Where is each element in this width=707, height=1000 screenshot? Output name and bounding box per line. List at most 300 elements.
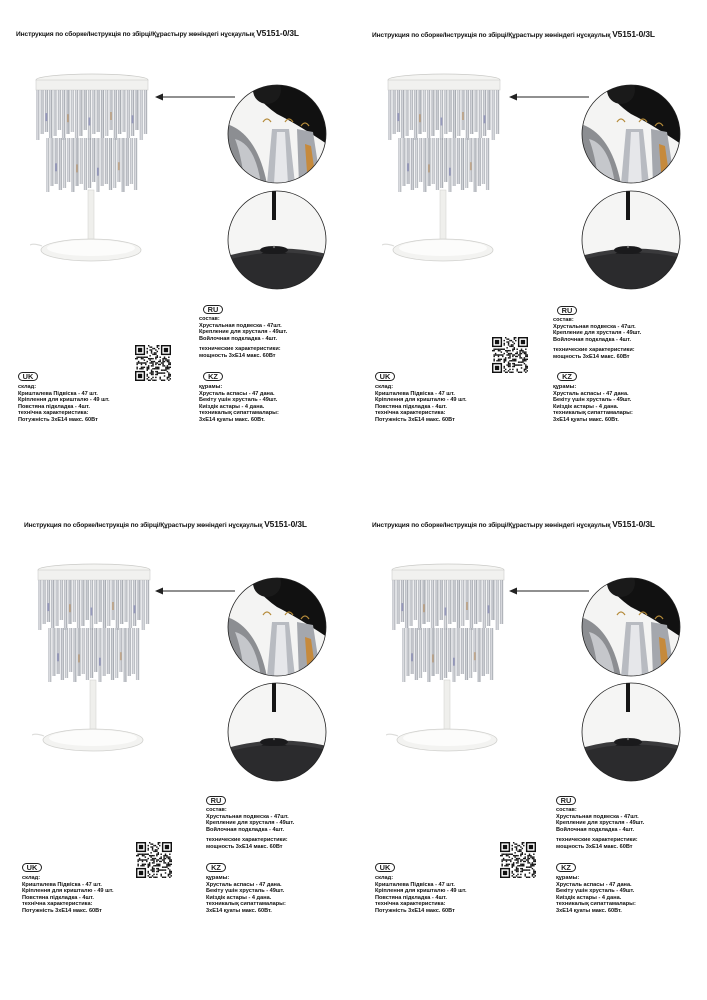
crystal-prism bbox=[435, 580, 439, 626]
crystal-reflection bbox=[45, 113, 47, 121]
ru-text-block bbox=[553, 317, 641, 361]
qr-code-icon bbox=[135, 345, 171, 381]
crystal-prism bbox=[419, 138, 423, 182]
ru-spec-heading: технические характеристики: bbox=[556, 837, 638, 844]
crystal-prism bbox=[453, 90, 457, 138]
uk-item-3: Повстяна підкладка - 4шт. bbox=[18, 403, 90, 410]
crystal-prism bbox=[410, 628, 414, 674]
kz-heading: құрамы: bbox=[199, 384, 223, 390]
uk-text-block bbox=[375, 384, 467, 424]
lamp-base-detail-image bbox=[227, 190, 327, 290]
crystal-prism bbox=[81, 580, 85, 626]
crystal-prism bbox=[105, 90, 109, 136]
ru-item-2: Крепление для хрусталя - 49шт. bbox=[199, 329, 288, 336]
ru-text-block bbox=[556, 807, 644, 851]
crystal-prism bbox=[40, 90, 44, 134]
language-badge-uk: UK bbox=[18, 372, 38, 381]
kz-item-3: Киіздік астары - 4 дана. bbox=[206, 894, 272, 901]
crystal-prism bbox=[100, 138, 104, 186]
model-number: V5151-0/3L bbox=[264, 519, 307, 529]
crystal-reflection bbox=[78, 654, 80, 662]
crystal-prism bbox=[130, 138, 134, 184]
qr-code-icon bbox=[500, 842, 536, 878]
crystal-prism bbox=[94, 628, 98, 672]
crystal-reflection bbox=[89, 118, 91, 126]
crystal-prism bbox=[392, 580, 396, 630]
lamp-base-detail-image bbox=[581, 682, 681, 782]
crystal-prism bbox=[452, 138, 456, 186]
kz-spec-heading: техникалық сипаттамалары: bbox=[553, 410, 633, 417]
uk-spec: Потужність 3хЕ14 макс. 60Вт bbox=[18, 416, 98, 423]
crystal-prism bbox=[478, 90, 482, 138]
crystal-prism bbox=[128, 580, 132, 628]
title-text: Инструкция по сборке/Інструкція по збірці/Құрастыру жөніндегі нұсқаулық bbox=[24, 522, 263, 529]
crystal-prism bbox=[83, 90, 87, 130]
crystal-prism bbox=[59, 138, 63, 190]
language-badge-kz: KZ bbox=[206, 863, 226, 872]
crystal-prism bbox=[474, 90, 478, 132]
crystal-reflection bbox=[441, 118, 443, 126]
crystal-prism bbox=[88, 90, 92, 140]
crystal-prism bbox=[440, 628, 444, 680]
crystal-prism bbox=[64, 580, 68, 630]
crystal-prism bbox=[126, 90, 130, 138]
crystal-reflection bbox=[419, 114, 421, 122]
ru-item-3: Войлочная подкладка - 4шт. bbox=[206, 826, 285, 833]
crystal-prism bbox=[75, 90, 79, 138]
kz-item-1: Хрусталь аспасы - 47 дана. bbox=[556, 881, 632, 888]
crystal-prism bbox=[440, 90, 444, 140]
crystal-prism bbox=[490, 628, 494, 680]
uk-text-block bbox=[22, 875, 114, 915]
kz-item-3: Киіздік астары - 4 дана. bbox=[553, 403, 619, 410]
crystal-prism bbox=[487, 580, 491, 626]
crystal-prism bbox=[53, 90, 57, 136]
crystal-prism bbox=[121, 138, 125, 192]
crystal-prism bbox=[133, 580, 137, 626]
kz-spec: 3хЕ14 қуаты макс. 60Вт. bbox=[199, 416, 265, 423]
crystal-prism bbox=[401, 580, 405, 622]
crystal-prism bbox=[410, 90, 414, 130]
model-number: V5151-0/3L bbox=[612, 519, 655, 529]
crystal-prism bbox=[115, 628, 119, 678]
crystal-prism bbox=[414, 580, 418, 620]
arrow-left-icon bbox=[509, 586, 589, 596]
crystal-prism bbox=[146, 580, 150, 624]
crystal-reflection bbox=[112, 602, 114, 610]
arrow-left-icon bbox=[155, 586, 235, 596]
uk-text-block bbox=[375, 875, 467, 915]
ru-text-block bbox=[206, 807, 294, 851]
ru-heading: состав: bbox=[199, 316, 220, 322]
crystal-reflection bbox=[466, 602, 468, 610]
uk-spec-heading: технічна характеристика: bbox=[375, 901, 446, 908]
crystal-prism bbox=[68, 580, 72, 624]
model-number: V5151-0/3L bbox=[256, 28, 299, 38]
ru-item-3: Войлочная подкладка - 4шт. bbox=[199, 335, 278, 342]
crystal-reflection bbox=[47, 603, 49, 611]
uk-item-1: Кришталева Підвіска - 47 шт. bbox=[375, 881, 455, 888]
kz-spec: 3хЕ14 қуаты макс. 60Вт. bbox=[556, 907, 622, 914]
ru-item-2: Крепление для хрусталя - 49шт. bbox=[553, 330, 642, 337]
kz-item-2: Бекіту үшін хрусталь - 49шт. bbox=[556, 888, 635, 895]
crystal-prism bbox=[79, 90, 83, 136]
crystal-prism bbox=[36, 90, 40, 140]
crystal-prism bbox=[473, 138, 477, 192]
lamp-base-detail-image bbox=[581, 190, 681, 290]
crystal-prism bbox=[81, 628, 85, 674]
crystal-prism bbox=[65, 628, 69, 678]
crystal-prism bbox=[466, 90, 470, 140]
crystal-prism bbox=[482, 580, 486, 628]
instruction-title bbox=[372, 519, 655, 529]
crystal-prism bbox=[92, 138, 96, 182]
crystal-prism bbox=[440, 138, 444, 188]
crystal-prism bbox=[473, 628, 477, 672]
instruction-panel-3 bbox=[0, 500, 353, 1000]
uk-item-2: Кріплення для кришталю - 49 шт. bbox=[375, 397, 467, 404]
ru-spec-heading: технические характеристики: bbox=[206, 837, 288, 844]
crystal-prism bbox=[470, 580, 474, 630]
crystal-prism bbox=[62, 90, 66, 140]
crystal-prism bbox=[444, 628, 448, 678]
kz-text-block bbox=[556, 875, 636, 915]
crystal-prism bbox=[86, 628, 90, 680]
uk-spec: Потужність 3хЕ14 макс. 60Вт bbox=[22, 907, 102, 914]
crystal-reflection bbox=[120, 652, 122, 660]
language-badge-ru: RU bbox=[556, 796, 576, 805]
crystal-prism bbox=[461, 628, 465, 674]
ru-spec-heading: технические характеристики: bbox=[199, 346, 281, 353]
kz-item-2: Бекіту үшін хрусталь - 49шт. bbox=[206, 888, 285, 895]
crystal-prism bbox=[436, 138, 440, 190]
crystal-reflection bbox=[69, 604, 71, 612]
uk-item-1: Кришталева Підвіска - 47 шт. bbox=[18, 390, 98, 397]
crystal-prism bbox=[444, 90, 448, 134]
ru-item-3: Войлочная подкладка - 4шт. bbox=[553, 336, 632, 343]
crystal-prism bbox=[73, 628, 77, 682]
crystal-prism bbox=[448, 580, 452, 624]
crystal-prism bbox=[134, 138, 138, 190]
kz-item-3: Киіздік астары - 4 дана. bbox=[199, 403, 265, 410]
uk-item-3: Повстяна підкладка - 4шт. bbox=[375, 403, 447, 410]
language-badge-kz: KZ bbox=[557, 372, 577, 381]
qr-code-icon bbox=[136, 842, 172, 878]
crystal-prism bbox=[111, 580, 115, 620]
crystal-prism bbox=[406, 138, 410, 184]
crystal-prism bbox=[423, 138, 427, 192]
kz-spec: 3хЕ14 қуаты макс. 60Вт. bbox=[206, 907, 272, 914]
ru-item-3: Войлочная подкладка - 4шт. bbox=[556, 826, 635, 833]
crystal-prism bbox=[401, 90, 405, 138]
uk-spec-heading: технічна характеристика: bbox=[375, 410, 446, 417]
instruction-panel-1 bbox=[0, 0, 353, 500]
crystal-prism bbox=[139, 90, 143, 140]
crystal-prism bbox=[461, 90, 465, 130]
crystal-prism bbox=[483, 90, 487, 136]
crystal-prism bbox=[77, 628, 81, 676]
crystal-prism bbox=[478, 580, 482, 622]
uk-item-2: Кріплення для кришталю - 49 шт. bbox=[22, 888, 114, 895]
kz-heading: құрамы: bbox=[553, 384, 577, 390]
kz-text-block bbox=[553, 384, 633, 424]
crystal-prism bbox=[114, 90, 118, 140]
crystal-reflection bbox=[401, 603, 403, 611]
crystal-prism bbox=[79, 138, 83, 184]
crystal-prism bbox=[431, 628, 435, 676]
ru-heading: состав: bbox=[206, 807, 227, 813]
crystal-prism bbox=[113, 138, 117, 188]
table-lamp-image bbox=[32, 562, 162, 772]
crystal-reflection bbox=[110, 112, 112, 120]
crystal-reflection bbox=[134, 605, 136, 613]
kz-text-block bbox=[199, 384, 279, 424]
crystal-prism bbox=[67, 138, 71, 182]
crystal-prism bbox=[448, 90, 452, 132]
crystal-prism bbox=[107, 628, 111, 674]
uk-spec-heading: технічна характеристика: bbox=[18, 410, 89, 417]
crystal-prism bbox=[50, 138, 54, 186]
crystal-prism bbox=[431, 90, 435, 136]
ru-spec: мощность 3хЕ14 макс. 60Вт bbox=[206, 843, 283, 850]
crystal-prism bbox=[482, 138, 486, 184]
crystal-prism bbox=[461, 580, 465, 626]
crystal-reflection bbox=[428, 164, 430, 172]
kz-heading: құрамы: bbox=[206, 875, 230, 881]
crystal-prism bbox=[96, 138, 100, 192]
crystal-prism bbox=[431, 580, 435, 628]
crystal-prism bbox=[46, 138, 50, 192]
crystal-reflection bbox=[432, 654, 434, 662]
ru-item-1: Хрустальная подвеска - 47шт. bbox=[199, 322, 282, 329]
crystal-prism bbox=[461, 138, 465, 190]
crystal-prism bbox=[107, 580, 111, 626]
crystal-prism bbox=[122, 90, 126, 132]
crystal-prism bbox=[109, 138, 113, 190]
crystal-prism bbox=[66, 90, 70, 134]
crystal-prism bbox=[118, 90, 122, 134]
crystal-reflection bbox=[132, 115, 134, 123]
crystal-prism bbox=[132, 628, 136, 674]
crystal-prism bbox=[90, 628, 94, 678]
uk-heading: склад: bbox=[375, 875, 394, 881]
crystal-prism bbox=[406, 628, 410, 676]
table-lamp-image bbox=[382, 72, 512, 282]
crystal-prism bbox=[418, 90, 422, 134]
crystal-prism bbox=[402, 628, 406, 682]
crystal-reflection bbox=[118, 162, 120, 170]
kz-item-2: Бекіту үшін хрусталь - 49шт. bbox=[553, 397, 632, 404]
kz-item-1: Хрусталь аспасы - 47 дана. bbox=[199, 390, 275, 397]
language-badge-ru: RU bbox=[203, 305, 223, 314]
crystal-prism bbox=[439, 580, 443, 620]
crystal-prism bbox=[84, 138, 88, 190]
crystal-prism bbox=[105, 138, 109, 184]
ru-heading: состав: bbox=[553, 317, 574, 323]
qr-code-icon bbox=[492, 337, 528, 373]
crystal-reflection bbox=[445, 608, 447, 616]
language-badge-ru: RU bbox=[557, 306, 577, 315]
uk-heading: склад: bbox=[375, 384, 394, 390]
crystal-prism bbox=[398, 138, 402, 192]
crystal-prism bbox=[435, 628, 439, 674]
crystal-prism bbox=[457, 90, 461, 136]
title-text: Инструкция по сборке/Інструкція по збірці/Құрастыру жөніндегі нұсқаулық bbox=[16, 31, 255, 38]
crystal-prism bbox=[409, 580, 413, 626]
table-lamp-image bbox=[386, 562, 516, 772]
crystal-mount-detail-image bbox=[581, 84, 681, 184]
crystal-prism bbox=[54, 138, 58, 184]
crystal-prism bbox=[103, 580, 107, 628]
crystal-reflection bbox=[97, 168, 99, 176]
crystal-prism bbox=[419, 628, 423, 678]
crystal-prism bbox=[487, 90, 491, 130]
title-text: Инструкция по сборке/Інструкція по збірці/Құрастыру жөніндегі нұсқаулық bbox=[372, 32, 611, 39]
crystal-prism bbox=[444, 580, 448, 630]
kz-spec: 3хЕ14 қуаты макс. 60Вт. bbox=[553, 416, 619, 423]
crystal-prism bbox=[116, 580, 120, 630]
crystal-prism bbox=[135, 90, 139, 130]
crystal-prism bbox=[69, 628, 73, 672]
ru-item-1: Хрустальная подвеска - 47шт. bbox=[553, 323, 636, 330]
crystal-prism bbox=[415, 628, 419, 680]
crystal-prism bbox=[52, 628, 56, 676]
crystal-prism bbox=[51, 580, 55, 628]
arrow-left-icon bbox=[155, 92, 235, 102]
uk-item-3: Повстяна підкладка - 4шт. bbox=[22, 894, 94, 901]
lamp-base-detail-image bbox=[227, 682, 327, 782]
crystal-prism bbox=[77, 580, 81, 628]
crystal-prism bbox=[469, 138, 473, 182]
crystal-reflection bbox=[55, 163, 57, 171]
crystal-prism bbox=[109, 90, 113, 130]
ru-text-block bbox=[199, 316, 287, 360]
crystal-prism bbox=[94, 580, 98, 624]
crystal-prism bbox=[465, 628, 469, 680]
crystal-mount-detail-image bbox=[227, 84, 327, 184]
crystal-prism bbox=[56, 628, 60, 674]
crystal-prism bbox=[477, 138, 481, 186]
ru-item-2: Крепление для хрусталя - 49шт. bbox=[206, 820, 295, 827]
arrow-left-icon bbox=[509, 92, 589, 102]
crystal-prism bbox=[47, 580, 51, 622]
table-lamp-image bbox=[30, 72, 160, 282]
crystal-prism bbox=[85, 580, 89, 620]
crystal-prism bbox=[49, 90, 53, 138]
ru-item-1: Хрустальная подвеска - 47шт. bbox=[206, 813, 289, 820]
crystal-prism bbox=[90, 580, 94, 630]
crystal-prism bbox=[388, 90, 392, 140]
crystal-prism bbox=[60, 580, 64, 620]
crystal-prism bbox=[423, 628, 427, 672]
instruction-title bbox=[372, 29, 655, 39]
model-number: V5151-0/3L bbox=[612, 29, 655, 39]
crystal-prism bbox=[63, 138, 67, 188]
crystal-prism bbox=[61, 628, 65, 680]
crystal-reflection bbox=[99, 658, 101, 666]
uk-heading: склад: bbox=[18, 384, 37, 390]
crystal-prism bbox=[137, 580, 141, 620]
title-text: Инструкция по сборке/Інструкція по збірці/Құрастыру жөніндегі нұсқаулық bbox=[372, 522, 611, 529]
uk-item-1: Кришталева Підвіска - 47 шт. bbox=[22, 881, 102, 888]
uk-spec: Потужність 3хЕ14 макс. 60Вт bbox=[375, 416, 455, 423]
kz-item-3: Киіздік астары - 4 дана. bbox=[556, 894, 622, 901]
crystal-prism bbox=[435, 90, 439, 130]
uk-item-1: Кришталева Підвіска - 47 шт. bbox=[375, 390, 455, 397]
crystal-reflection bbox=[411, 653, 413, 661]
crystal-prism bbox=[431, 138, 435, 184]
ru-spec: мощность 3хЕ14 макс. 60Вт bbox=[556, 843, 633, 850]
ru-item-2: Крепление для хрусталя - 49шт. bbox=[556, 820, 645, 827]
language-badge-kz: KZ bbox=[556, 863, 576, 872]
crystal-reflection bbox=[407, 163, 409, 171]
crystal-prism bbox=[120, 580, 124, 624]
crystal-prism bbox=[474, 580, 478, 624]
crystal-reflection bbox=[67, 114, 69, 122]
crystal-prism bbox=[457, 138, 461, 184]
language-badge-uk: UK bbox=[375, 372, 395, 381]
ru-item-1: Хрустальная подвеска - 47шт. bbox=[556, 813, 639, 820]
crystal-reflection bbox=[453, 658, 455, 666]
crystal-prism bbox=[392, 90, 396, 134]
uk-item-2: Кріплення для кришталю - 49 шт. bbox=[375, 888, 467, 895]
crystal-prism bbox=[422, 580, 426, 624]
crystal-reflection bbox=[470, 162, 472, 170]
crystal-prism bbox=[75, 138, 79, 186]
crystal-prism bbox=[42, 580, 46, 624]
crystal-prism bbox=[426, 580, 430, 622]
kz-item-1: Хрусталь аспасы - 47 дана. bbox=[206, 881, 282, 888]
language-badge-ru: RU bbox=[206, 796, 226, 805]
kz-spec-heading: техникалық сипаттамалары: bbox=[206, 901, 286, 908]
crystal-prism bbox=[119, 628, 123, 672]
instruction-panel-4 bbox=[354, 500, 707, 1000]
crystal-prism bbox=[70, 90, 74, 132]
ru-spec: мощность 3хЕ14 макс. 60Вт bbox=[199, 352, 276, 359]
uk-spec: Потужність 3хЕ14 макс. 60Вт bbox=[375, 907, 455, 914]
crystal-prism bbox=[98, 580, 102, 622]
ru-spec-heading: технические характеристики: bbox=[553, 347, 635, 354]
crystal-prism bbox=[102, 628, 106, 676]
crystal-prism bbox=[452, 580, 456, 622]
crystal-reflection bbox=[449, 168, 451, 176]
crystal-reflection bbox=[91, 608, 93, 616]
crystal-prism bbox=[418, 580, 422, 630]
crystal-reflection bbox=[474, 652, 476, 660]
crystal-prism bbox=[491, 90, 495, 140]
crystal-prism bbox=[465, 138, 469, 188]
ru-spec: мощность 3хЕ14 макс. 60Вт bbox=[553, 353, 630, 360]
crystal-reflection bbox=[423, 604, 425, 612]
crystal-prism bbox=[469, 628, 473, 678]
language-badge-kz: KZ bbox=[203, 372, 223, 381]
kz-item-1: Хрусталь аспасы - 47 дана. bbox=[553, 390, 629, 397]
kz-spec-heading: техникалық сипаттамалары: bbox=[199, 410, 279, 417]
crystal-prism bbox=[124, 580, 128, 622]
kz-spec-heading: техникалық сипаттамалары: bbox=[556, 901, 636, 908]
crystal-prism bbox=[477, 628, 481, 682]
kz-item-2: Бекіту үшін хрусталь - 49шт. bbox=[199, 397, 278, 404]
crystal-prism bbox=[117, 138, 121, 182]
crystal-prism bbox=[101, 90, 105, 138]
crystal-prism bbox=[456, 628, 460, 676]
crystal-reflection bbox=[484, 115, 486, 123]
crystal-prism bbox=[55, 580, 59, 626]
crystal-prism bbox=[45, 90, 49, 132]
crystal-prism bbox=[486, 138, 490, 190]
crystal-reflection bbox=[397, 113, 399, 121]
crystal-prism bbox=[470, 90, 474, 134]
